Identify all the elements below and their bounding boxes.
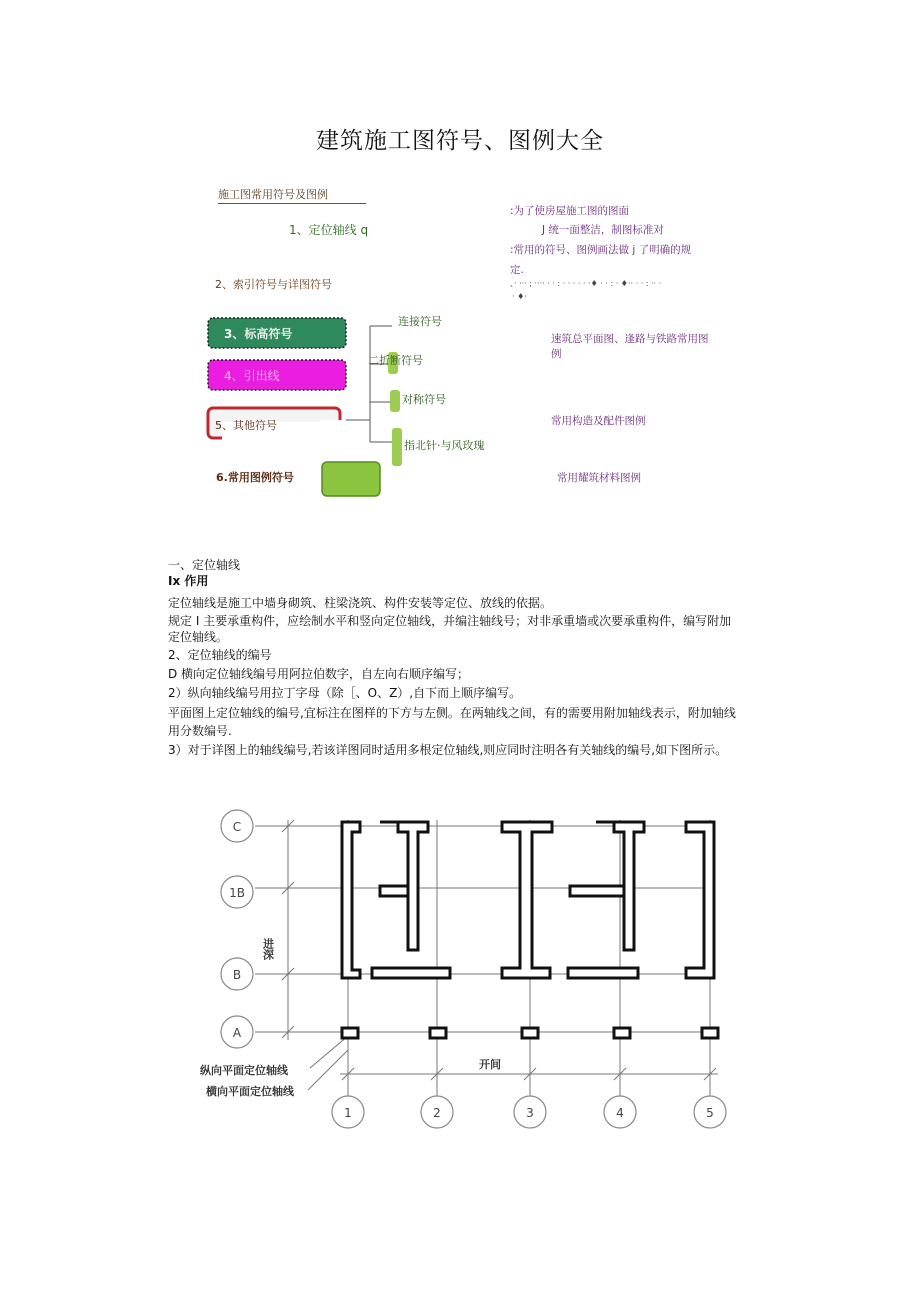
row-label-b: B bbox=[232, 968, 242, 982]
col-label-1: 1 bbox=[344, 1106, 352, 1120]
right-item-construct: 常用构造及配件图例 bbox=[551, 415, 646, 427]
note-line-5: 、· ··· ; ···· · · : · · · · · ·♦ · · : · ♦·· · · : ·· · bbox=[510, 279, 662, 288]
index-item-other: 5、其他符号 bbox=[215, 419, 277, 432]
col-label-4: 4 bbox=[616, 1106, 624, 1120]
note-line-4: 定. bbox=[510, 264, 524, 276]
paragraph-6: 3）对于详图上的轴线编号,若该详图同时适用多根定位轴线,则应同时注明各有关轴线的编号,如下图所示。 bbox=[168, 743, 728, 757]
legend-transverse: 横向平面定位轴线 bbox=[206, 1085, 294, 1098]
legend-longitudinal: 纵向平面定位轴线 bbox=[200, 1064, 288, 1077]
note-line-2: J 统一面整洁，制图标准对 bbox=[542, 224, 664, 236]
box-legend bbox=[322, 462, 380, 496]
page-title: 建筑施工图符号、图例大全 bbox=[316, 128, 604, 154]
sub-connect: 连接符号 bbox=[398, 315, 442, 328]
index-item-reference: 2、索引符号与详图符号 bbox=[215, 278, 332, 291]
axis-drawing bbox=[190, 800, 750, 1140]
box4-text: 4、引出线 bbox=[224, 369, 280, 383]
row-label-a: A bbox=[232, 1026, 242, 1040]
paragraph-5b: 用分数编号. bbox=[168, 724, 232, 738]
col-label-2: 2 bbox=[433, 1106, 441, 1120]
col-label-5: 5 bbox=[706, 1106, 714, 1120]
note-line-6: · ♦· bbox=[512, 292, 527, 301]
section-sub-1: Ix 作用 bbox=[168, 574, 209, 588]
right-item-material: 常用耀筑材料图例 bbox=[557, 472, 641, 484]
row-label-1b: 1B bbox=[229, 886, 245, 900]
note-line-1: :为了使房屋施工图的图面 bbox=[510, 205, 630, 217]
paragraph-3: D 横向定位轴线编号用阿拉伯数字，自左向右顺序编写； bbox=[168, 667, 470, 681]
index-heading: 施工图常用符号及图例 bbox=[218, 186, 366, 204]
paragraph-4: 2）纵向轴线编号用拉丁字母（除［、O、Z）,自下而上顺序编写。 bbox=[168, 686, 522, 700]
right-item-site: 速筑总平面图、逢路与铁路常用图 bbox=[551, 333, 709, 345]
row-label-c: C bbox=[232, 820, 242, 834]
sub-symmetric: 对称符号 bbox=[402, 393, 446, 406]
index-item-legend: 6.常用图例符号 bbox=[216, 471, 294, 484]
depth-label: 进深 bbox=[261, 938, 275, 960]
note-line-3: :常用的符号、图例画法做 j 了明确的规 bbox=[510, 244, 692, 256]
right-item-site-cont: 例 bbox=[551, 348, 562, 360]
index-item-axis: 1、定位轴线 q bbox=[289, 223, 369, 237]
section-heading-2: 2、定位轴线的编号 bbox=[168, 648, 272, 662]
sub-north: 指北针·与风玫瑰 bbox=[404, 439, 485, 452]
paragraph-2: 规定 I 主要承重构件，应绘制水平和竖向定位轴线，并编注轴线号；对非承重墙或次要承重构件，编写附加 bbox=[168, 614, 732, 628]
paragraph-2b: 定位轴线。 bbox=[168, 630, 229, 644]
col-label-3: 3 bbox=[526, 1106, 534, 1120]
box3-text: 3、标高符号 bbox=[224, 327, 293, 341]
paragraph-5: 平面图上定位轴线的编号,宜标注在图样的下方与左侧。在两轴线之间，有的需要用附加轴线表示，附加轴线 bbox=[168, 706, 736, 720]
bay-label: 开间 bbox=[479, 1058, 501, 1071]
section-heading-1: 一、定位轴线 bbox=[168, 558, 241, 572]
paragraph-1: 定位轴线是施工中墙身砌筑、柱梁浇筑、构件安装等定位、放线的依据。 bbox=[168, 596, 553, 610]
sub-fold: 二折断符号 bbox=[368, 354, 423, 367]
